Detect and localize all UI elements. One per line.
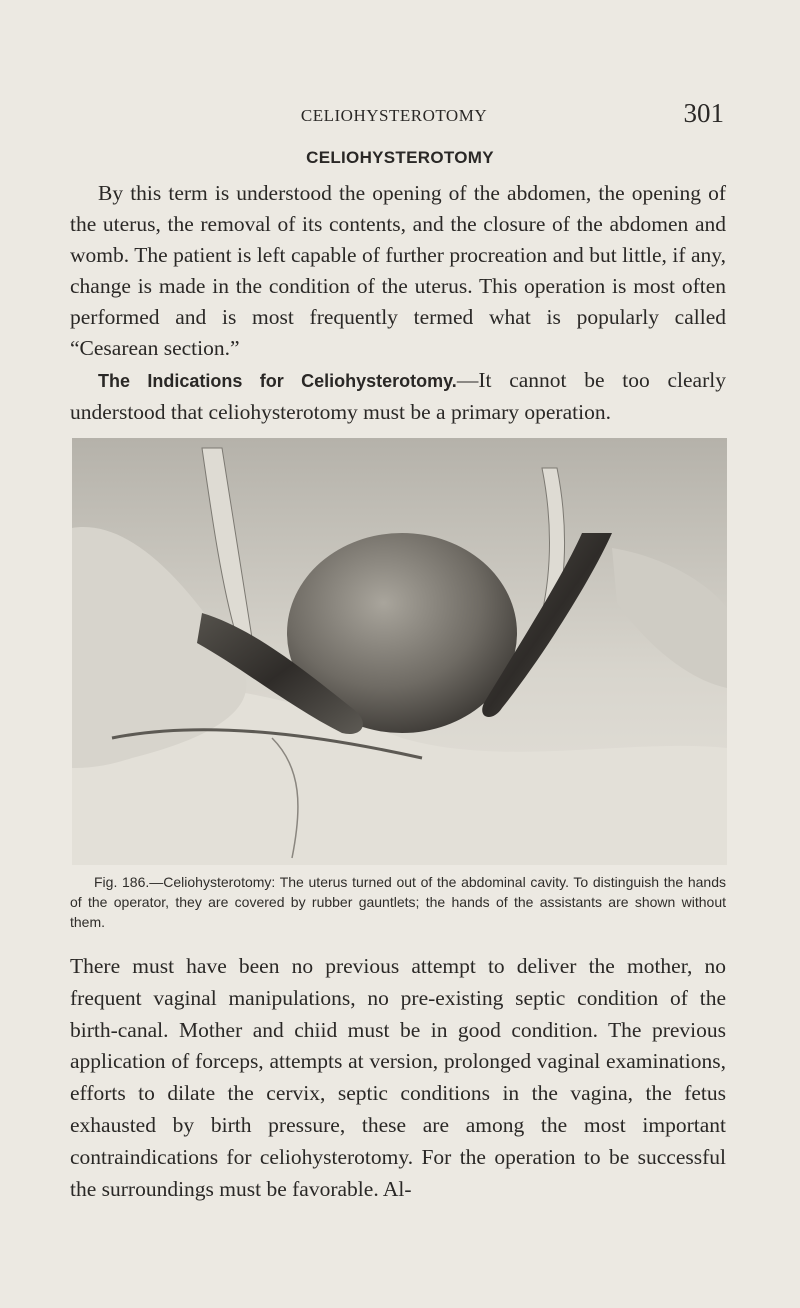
page-number: 301 [683, 98, 724, 128]
indications-paragraph [70, 365, 726, 428]
running-head [64, 98, 724, 138]
continuation-paragraph: There must have been no previous attempt to deliver the mother, no frequent vaginal manipulations, no pre-existing septic condition of the birth-canal. Mother and chiid must be in good condition. The previous application of forceps, attempts at version, prolonged vaginal examinations, efforts to dilate the cervix, septic conditions in the vagina, the fetus exhausted by birth pressure, these are among the most important contraindications for celiohysterotomy. For the operation to be successful the surroundings must be favorable. Al- [70, 954, 726, 1201]
surgical-illustration [72, 438, 727, 865]
figure-illustration [72, 438, 727, 865]
indications-heading: The Indications for Celiohysterotomy. [98, 371, 457, 391]
figure-caption-block [70, 872, 726, 932]
continuation-paragraph-block [70, 951, 726, 1205]
indications-paragraph-block [70, 365, 726, 428]
figure-caption: Fig. 186.—Celiohysterotomy: The uterus turned out of the abdominal cavity. To distinguish the hands of the operator, they are covered by rubber gauntlets; the hands of the assistants are shown without them. [70, 874, 726, 930]
indications-text: —It cannot be too clearly understood that celiohysterotomy must be a primary operation. [70, 368, 726, 424]
intro-paragraph: By this term is understood the opening of the abdomen, the opening of the uterus, the removal of its contents, and the closure of the abdomen and womb. The patient is left capable of further procreation and but little, if any, change is made in the condition of the uterus. This operation is most often performed and is most frequently termed what is popularly called “Cesarean section.” [70, 181, 726, 360]
section-heading: CELIOHYSTEROTOMY [306, 148, 494, 167]
running-head-title: CELIOHYSTEROTOMY [300, 106, 488, 125]
intro-paragraph-block [70, 178, 726, 364]
